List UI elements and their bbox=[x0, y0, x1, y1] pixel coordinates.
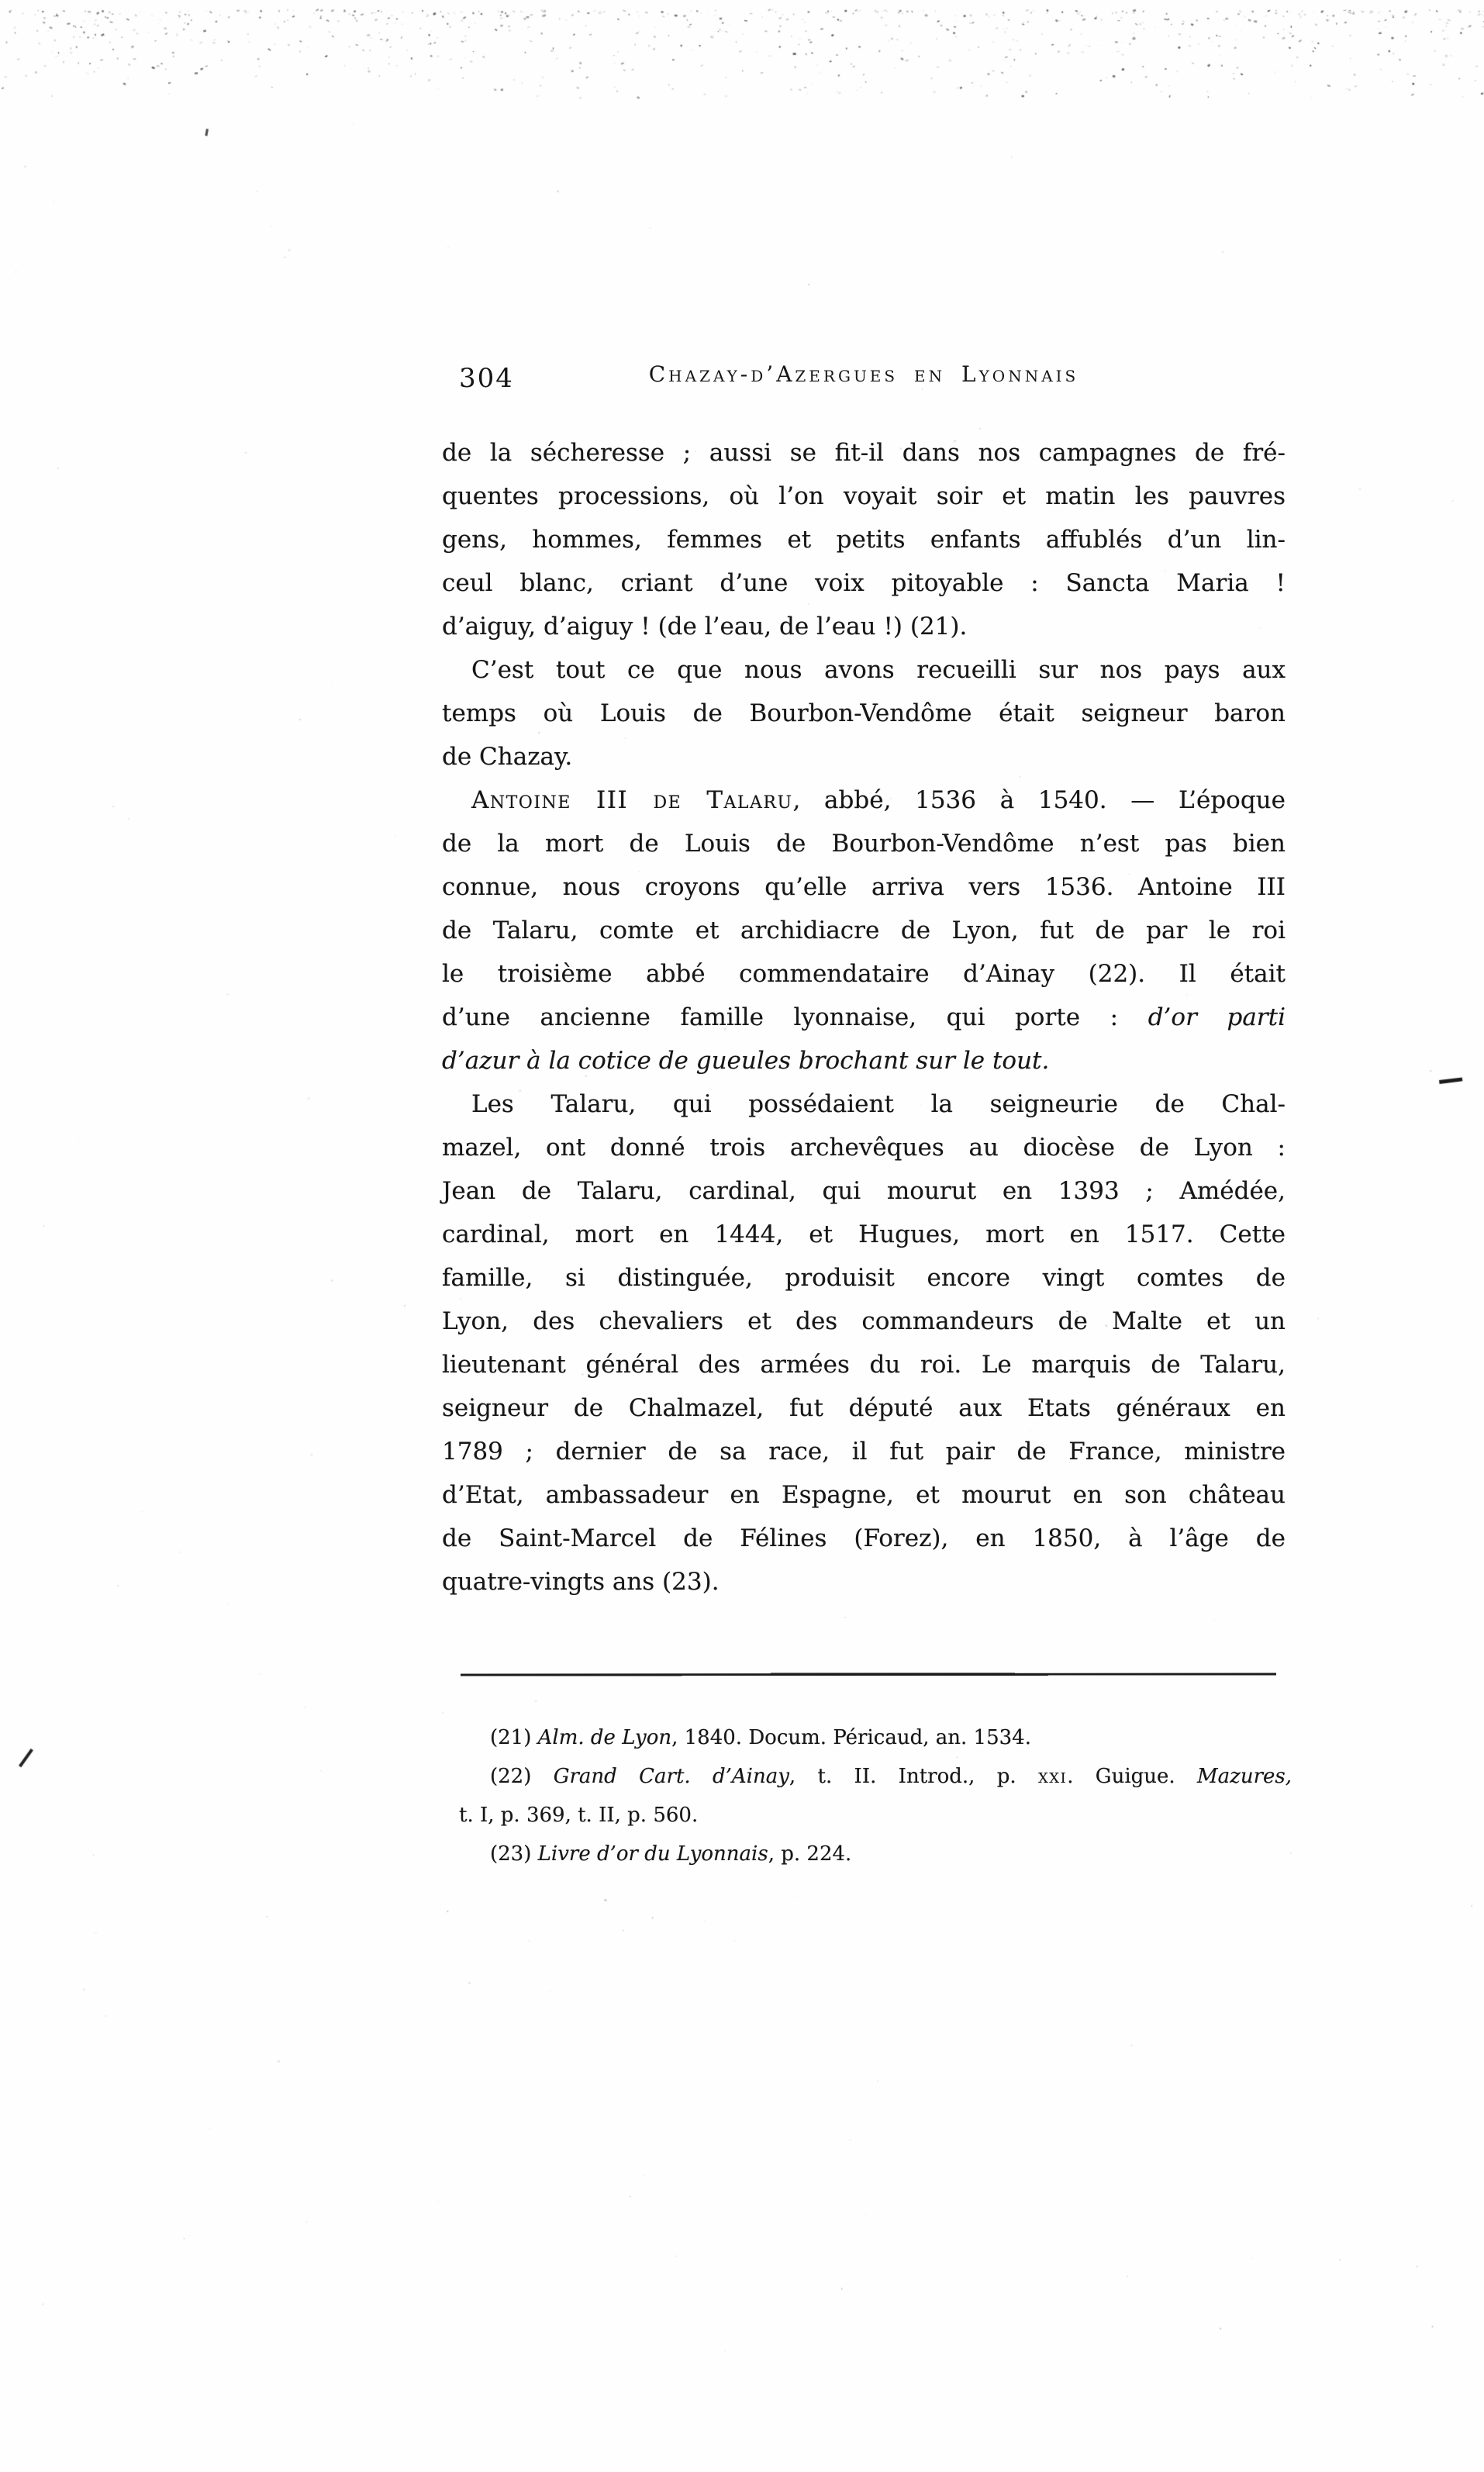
text-segment: (21) bbox=[490, 1726, 538, 1749]
text-segment-italic: d’or parti bbox=[1148, 1003, 1286, 1031]
footnote-line bbox=[459, 1757, 1292, 1796]
text-segment: de la mort de Louis de Bourbon-Vendôme n’est pas bien bbox=[442, 830, 1286, 858]
text-segment: de Chazay. bbox=[442, 743, 573, 771]
text-segment: quentes processions, où l’on voyait soir et matin les pauvres bbox=[442, 482, 1286, 510]
body-text-line bbox=[442, 518, 1286, 561]
text-segment-italic: Grand Cart. d’Ainay bbox=[553, 1765, 789, 1788]
text-segment: seigneur de Chalmazel, fut député aux Etats généraux en bbox=[442, 1394, 1286, 1422]
paragraph bbox=[442, 431, 1286, 648]
text-segment: , 1840. Docum. Péricaud, an. 1534. bbox=[671, 1726, 1031, 1749]
text-segment: Les Talaru, qui possédaient la seigneurie de Chal- bbox=[471, 1090, 1286, 1118]
body-text-line bbox=[442, 1473, 1286, 1517]
body-text-line bbox=[442, 1213, 1286, 1256]
text-segment: , t. II. Introd., p. bbox=[789, 1765, 1038, 1788]
body-text-line bbox=[442, 779, 1286, 822]
text-segment: , p. 224. bbox=[768, 1842, 852, 1866]
text-segment: de Saint-Marcel de Félines (Forez), en 1850, à l’âge de bbox=[442, 1524, 1286, 1552]
body-text-line bbox=[442, 735, 1286, 779]
body-text-line bbox=[442, 1300, 1286, 1343]
text-segment-italic: d’azur à la cotice de gueules brochant sur le tout. bbox=[442, 1047, 1050, 1075]
text-segment: t. I, p. 369, t. II, p. 560. bbox=[459, 1804, 699, 1827]
body-text-line bbox=[442, 1082, 1286, 1126]
text-segment: (22) bbox=[490, 1765, 554, 1788]
text-segment: . Guigue. bbox=[1067, 1765, 1198, 1788]
body-text-line bbox=[442, 1126, 1286, 1169]
text-segment: C’est tout ce que nous avons recueilli sur nos pays aux bbox=[471, 656, 1286, 684]
text-segment: Lyon, des chevaliers et des commandeurs de Malte et un bbox=[442, 1307, 1286, 1335]
text-segment: , abbé, 1536 à 1540. — L’époque bbox=[792, 786, 1286, 814]
footnote-line bbox=[459, 1796, 1292, 1835]
text-segment-smallcaps: Antoine III de Talaru bbox=[471, 786, 793, 814]
body-text-line bbox=[442, 1039, 1286, 1082]
body-text-line bbox=[442, 1560, 1286, 1604]
body-text-line bbox=[442, 561, 1286, 605]
text-segment: de Talaru, comte et archidiacre de Lyon, fut de par le roi bbox=[442, 917, 1286, 944]
body-text-line bbox=[442, 909, 1286, 952]
paragraph bbox=[442, 1082, 1286, 1604]
body-text-line bbox=[442, 865, 1286, 909]
body-text-line bbox=[442, 996, 1286, 1039]
footnote-line bbox=[459, 1835, 1292, 1873]
text-segment-italic: Livre d’or du Lyonnais bbox=[537, 1842, 768, 1866]
text-segment-italic: Mazures, bbox=[1197, 1765, 1292, 1788]
text-segment: Jean de Talaru, cardinal, qui mourut en 1393 ; Amédée, bbox=[442, 1177, 1286, 1205]
body-text bbox=[442, 431, 1286, 1604]
paragraph bbox=[442, 779, 1286, 1082]
text-segment: d’Etat, ambassadeur en Espagne, et mourut en son château bbox=[442, 1481, 1286, 1509]
text-segment: de la sécheresse ; aussi se fit-il dans nos campagnes de fré- bbox=[442, 439, 1286, 467]
text-segment: mazel, ont donné trois archevêques au diocèse de Lyon : bbox=[442, 1134, 1286, 1162]
body-text-line bbox=[442, 1517, 1286, 1560]
text-segment: temps où Louis de Bourbon-Vendôme était seigneur baron bbox=[442, 699, 1286, 727]
text-segment: d’une ancienne famille lyonnaise, qui porte : bbox=[442, 1003, 1148, 1031]
body-text-line bbox=[442, 1256, 1286, 1300]
body-text-line bbox=[442, 475, 1286, 518]
text-segment: ceul blanc, criant d’une voix pitoyable : Sancta Maria ! bbox=[442, 569, 1286, 597]
page-header bbox=[442, 361, 1286, 399]
text-segment-italic: Alm. de Lyon bbox=[537, 1726, 672, 1749]
body-text-line bbox=[442, 1430, 1286, 1473]
text-segment: (23) bbox=[490, 1842, 538, 1866]
text-segment: le troisième abbé commendataire d’Ainay (22). Il était bbox=[442, 960, 1286, 988]
body-text-line bbox=[442, 692, 1286, 735]
text-segment: connue, nous croyons qu’elle arriva vers 1536. Antoine III bbox=[442, 873, 1286, 901]
text-segment: 1789 ; dernier de sa race, il fut pair de France, ministre bbox=[442, 1438, 1286, 1466]
page-number: 304 bbox=[459, 363, 514, 394]
paragraph bbox=[442, 648, 1286, 779]
text-segment: lieutenant général des armées du roi. Le marquis de Talaru, bbox=[442, 1351, 1286, 1379]
body-text-line bbox=[442, 605, 1286, 648]
footnote-line bbox=[459, 1718, 1292, 1757]
text-segment: gens, hommes, femmes et petits enfants affublés d’un lin- bbox=[442, 526, 1286, 554]
footnotes bbox=[459, 1718, 1292, 1873]
text-segment-smallcaps: xxi bbox=[1037, 1765, 1068, 1788]
body-text-line bbox=[442, 1169, 1286, 1213]
body-text-line bbox=[442, 952, 1286, 996]
text-segment: quatre-vingts ans (23). bbox=[442, 1568, 720, 1596]
text-segment: famille, si distinguée, produisit encore vingt comtes de bbox=[442, 1264, 1286, 1292]
body-text-line bbox=[442, 1386, 1286, 1430]
body-text-line bbox=[442, 822, 1286, 865]
text-segment: cardinal, mort en 1444, et Hugues, mort en 1517. Cette bbox=[442, 1220, 1286, 1248]
body-text-line bbox=[442, 431, 1286, 475]
body-text-line bbox=[442, 1343, 1286, 1386]
running-title: Chazay-d’Azergues en Lyonnais bbox=[648, 361, 1079, 387]
body-text-line bbox=[442, 648, 1286, 692]
text-segment: d’aiguy, d’aiguy ! (de l’eau, de l’eau !) (21). bbox=[442, 613, 968, 640]
